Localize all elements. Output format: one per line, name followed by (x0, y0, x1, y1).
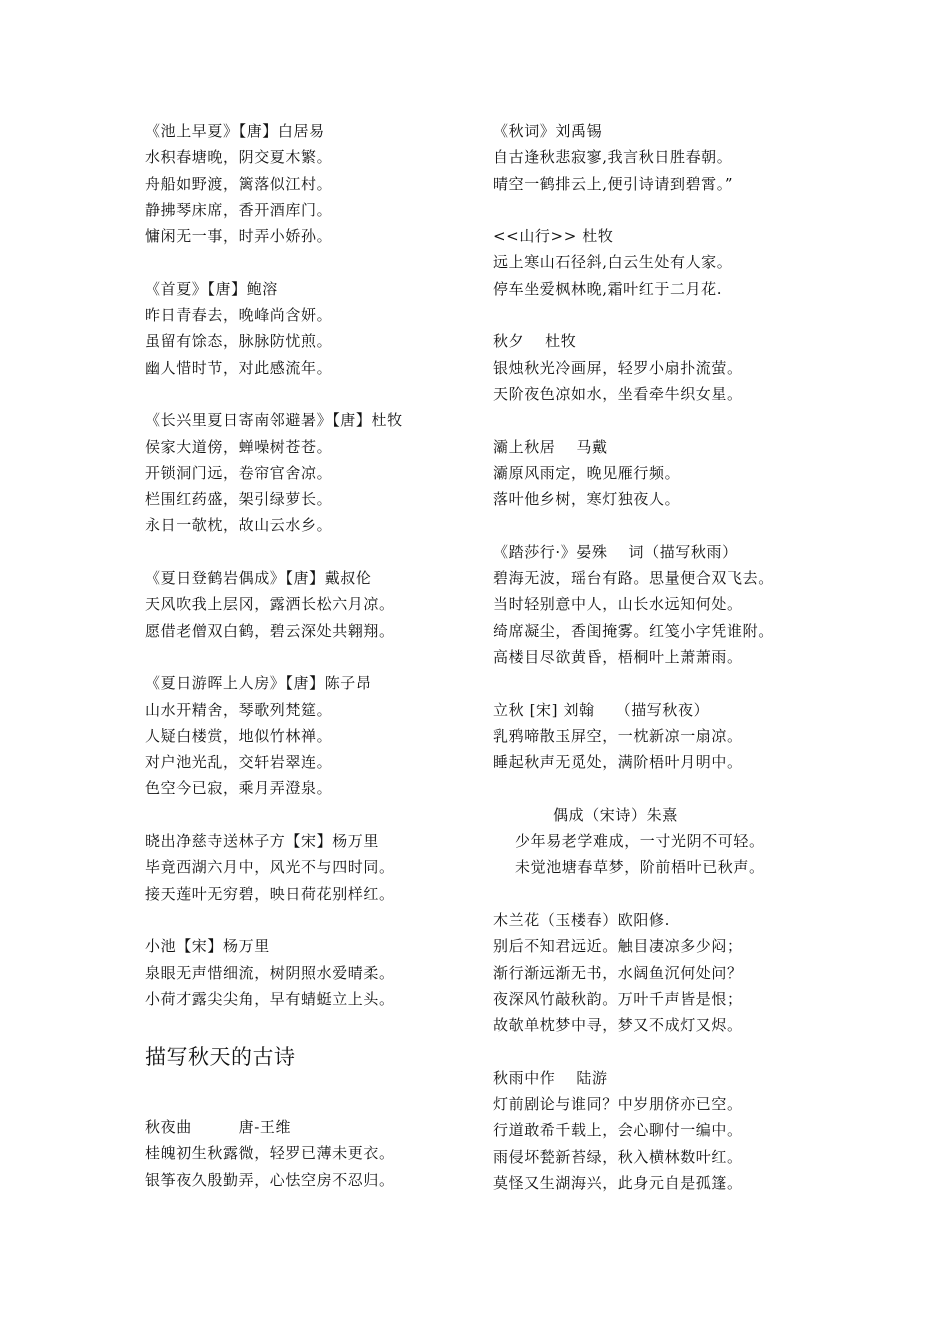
poem (493, 802, 813, 881)
poem (145, 828, 465, 907)
poem (493, 697, 813, 776)
stanza-gap (493, 881, 813, 907)
poem-line: 别后不知君远近。触目凄凉多少闷； (493, 937, 743, 956)
poem (145, 565, 465, 644)
poem-line: 碧海无波，瑶台有路。思量便合双飞去。 (493, 569, 774, 588)
stanza-gap (145, 644, 465, 670)
stanza-gap (493, 197, 813, 223)
stanza-gap (493, 407, 813, 433)
poem-line: 幽人惜时节，对此感流年。 (145, 358, 333, 377)
poem-line: 未觉池塘春草梦，阶前梧叶已秋声。 (515, 858, 765, 877)
poem-title: 灞上秋居 马戴 (493, 437, 608, 456)
poem-line: 栏围红药盛，架引绿萝长。 (145, 490, 333, 509)
poem-title: 《夏日登鹤岩偶成》【唐】戴叔伦 (145, 569, 372, 588)
poem-line: 高楼目尽欲黄昏，梧桐叶上萧萧雨。 (493, 647, 743, 666)
poem-line: 接天莲叶无穷碧，映日荷花别样红。 (145, 884, 395, 903)
poem-line: 天阶夜色凉如水，坐看牵牛织女星。 (493, 384, 743, 403)
poem (145, 407, 465, 538)
poem-line: 慵闲无一事，时弄小娇孙。 (145, 227, 333, 246)
stanza-gap (493, 775, 813, 801)
poem-title: 秋夜曲 唐-王维 (145, 1118, 292, 1137)
poem (493, 907, 813, 1038)
stanza-gap (145, 539, 465, 565)
section-heading: 描写秋天的古诗 (145, 1045, 296, 1070)
stanza-gap (145, 802, 465, 828)
poem-line: 银筝夜久殷勤弄，心怯空房不忍归。 (145, 1170, 395, 1189)
poem-line: 当时轻别意中人，山长水远知何处。 (493, 595, 743, 614)
stanza-gap (145, 907, 465, 933)
poem-title: 《夏日游晖上人房》【唐】陈子昂 (145, 674, 372, 693)
poem (493, 434, 813, 513)
poem-line: 舟船如野渡，篱落似江村。 (145, 174, 333, 193)
poem-line: 昨日青春去，晚峰尚含妍。 (145, 306, 333, 325)
poem-line: 毕竟西湖六月中，风光不与四时同。 (145, 858, 395, 877)
left-poem-group (145, 118, 465, 1012)
poem (493, 1065, 813, 1196)
left-poem-bottom (145, 1114, 465, 1193)
poem-title: 《长兴里夏日寄南邻避暑》【唐】杜牧 (145, 411, 403, 430)
poem-title: 木兰花（玉楼春）欧阳修. (493, 910, 670, 929)
poem-line: 渐行渐远渐无书，水阔鱼沉何处问？ (493, 963, 743, 982)
poem-title: 《池上早夏》【唐】白居易 (145, 122, 325, 140)
poem-line: 停车坐爱枫林晚,霜叶红于二月花. (493, 279, 723, 298)
poem-line: 晴空一鹤排云上,便引诗请到碧霄。” (493, 174, 734, 193)
poem-line: 灞原风雨定，晚见雁行频。 (493, 463, 681, 482)
poem (145, 1114, 465, 1193)
poem-line: 夜深风竹敲秋韵。万叶千声皆是恨； (493, 989, 743, 1008)
stanza-gap (145, 381, 465, 407)
poem-line: 灯前剧论与谁同？中岁朋侪亦已空。 (493, 1094, 743, 1113)
poem-line: 故欹单枕梦中寻，梦又不成灯又烬。 (493, 1016, 743, 1035)
poem-line: 对户池光乱，交轩岩翠连。 (145, 753, 333, 772)
poem-title: 小池【宋】杨万里 (145, 937, 270, 956)
stanza-gap (493, 302, 813, 328)
poem (493, 539, 813, 670)
left-column (145, 118, 465, 1193)
poem (145, 118, 465, 249)
poem-line: 睡起秋声无觅处，满阶梧叶月明中。 (493, 753, 743, 772)
poem-line: 落叶他乡树，寒灯独夜人。 (493, 490, 681, 509)
poem-line: 水积春塘晚，阴交夏木繁。 (145, 148, 333, 167)
centered-poem (493, 802, 813, 907)
poem (145, 933, 465, 1012)
poem-line: 山水开精舍，琴歌列梵筵。 (145, 700, 333, 719)
poem-line: 少年易老学难成，一寸光阴不可轻。 (515, 832, 765, 851)
poem-line: 小荷才露尖尖角，早有蜻蜓立上头。 (145, 989, 395, 1008)
poem-title: 秋夕 杜牧 (493, 332, 577, 351)
stanza-gap (145, 249, 465, 275)
poem-line: 远上寒山石径斜,白云生处有人家。 (493, 253, 733, 272)
stanza-gap (493, 1038, 813, 1064)
right-poem-group-b (493, 907, 813, 1196)
poem-line: 静拂琴床席，香开酒库门。 (145, 200, 333, 219)
poem-line: 行道敢希千载上，会心聊付一编中。 (493, 1121, 743, 1140)
poem-line: 天风吹我上层冈，露洒长松六月凉。 (145, 595, 395, 614)
poem-title: 晓出净慈寺送林子方【宋】杨万里 (145, 832, 380, 851)
poem (493, 223, 813, 302)
poem-line: 愿借老僧双白鹤，碧云深处共翱翔。 (145, 621, 395, 640)
poem (493, 118, 813, 197)
poem-title: 秋雨中作 陆游 (493, 1068, 608, 1087)
poem-line: 虽留有馀态，脉脉防忧煎。 (145, 332, 333, 351)
right-poem-group-a (493, 118, 813, 802)
poem-line: 桂魄初生秋露微，轻罗已薄未更衣。 (145, 1144, 395, 1163)
poem (145, 670, 465, 801)
poem-line: 银烛秋光冷画屏，轻罗小扇扑流萤。 (493, 358, 743, 377)
poem-line: 永日一欹枕，故山云水乡。 (145, 516, 333, 535)
stanza-gap (493, 512, 813, 538)
poem-title: 立秋 [宋] 刘翰 （描写秋夜） (493, 700, 710, 719)
right-column (493, 118, 813, 1196)
poem (493, 328, 813, 407)
poem-line: 泉眼无声惜细流，树阴照水爱晴柔。 (145, 963, 395, 982)
poem-line: 色空今已寂，乘月弄澄泉。 (145, 779, 333, 798)
poem-line: 雨侵坏甃新苔绿，秋入横林数叶红。 (493, 1147, 743, 1166)
poem-line: 人疑白楼赏，地似竹林禅。 (145, 726, 333, 745)
poem-title: 《踏莎行·》晏殊 词（描写秋雨） (493, 542, 738, 561)
stanza-gap (493, 670, 813, 696)
poem-title: <<山行>> 杜牧 (493, 227, 614, 246)
poem (145, 276, 465, 381)
poem-line: 绮席凝尘，香闺掩雾。红笺小字凭谁附。 (493, 621, 774, 640)
poem-title: 偶成（宋诗）朱熹 (553, 805, 678, 824)
poem-line: 侯家大道傍，蝉噪树苍苍。 (145, 437, 333, 456)
poem-line: 自古逢秋悲寂寥,我言秋日胜春朝。 (493, 148, 733, 167)
poem-line: 乳鸦啼散玉屏空，一枕新凉一扇凉。 (493, 726, 743, 745)
poem-line: 开锁洞门远，卷帘官舍凉。 (145, 463, 333, 482)
poem-title: 《秋词》刘禹锡 (493, 122, 603, 140)
poem-title: 《首夏》【唐】鲍溶 (145, 279, 278, 298)
poem-line: 莫怪又生湖海兴，此身元自是孤篷。 (493, 1173, 743, 1192)
